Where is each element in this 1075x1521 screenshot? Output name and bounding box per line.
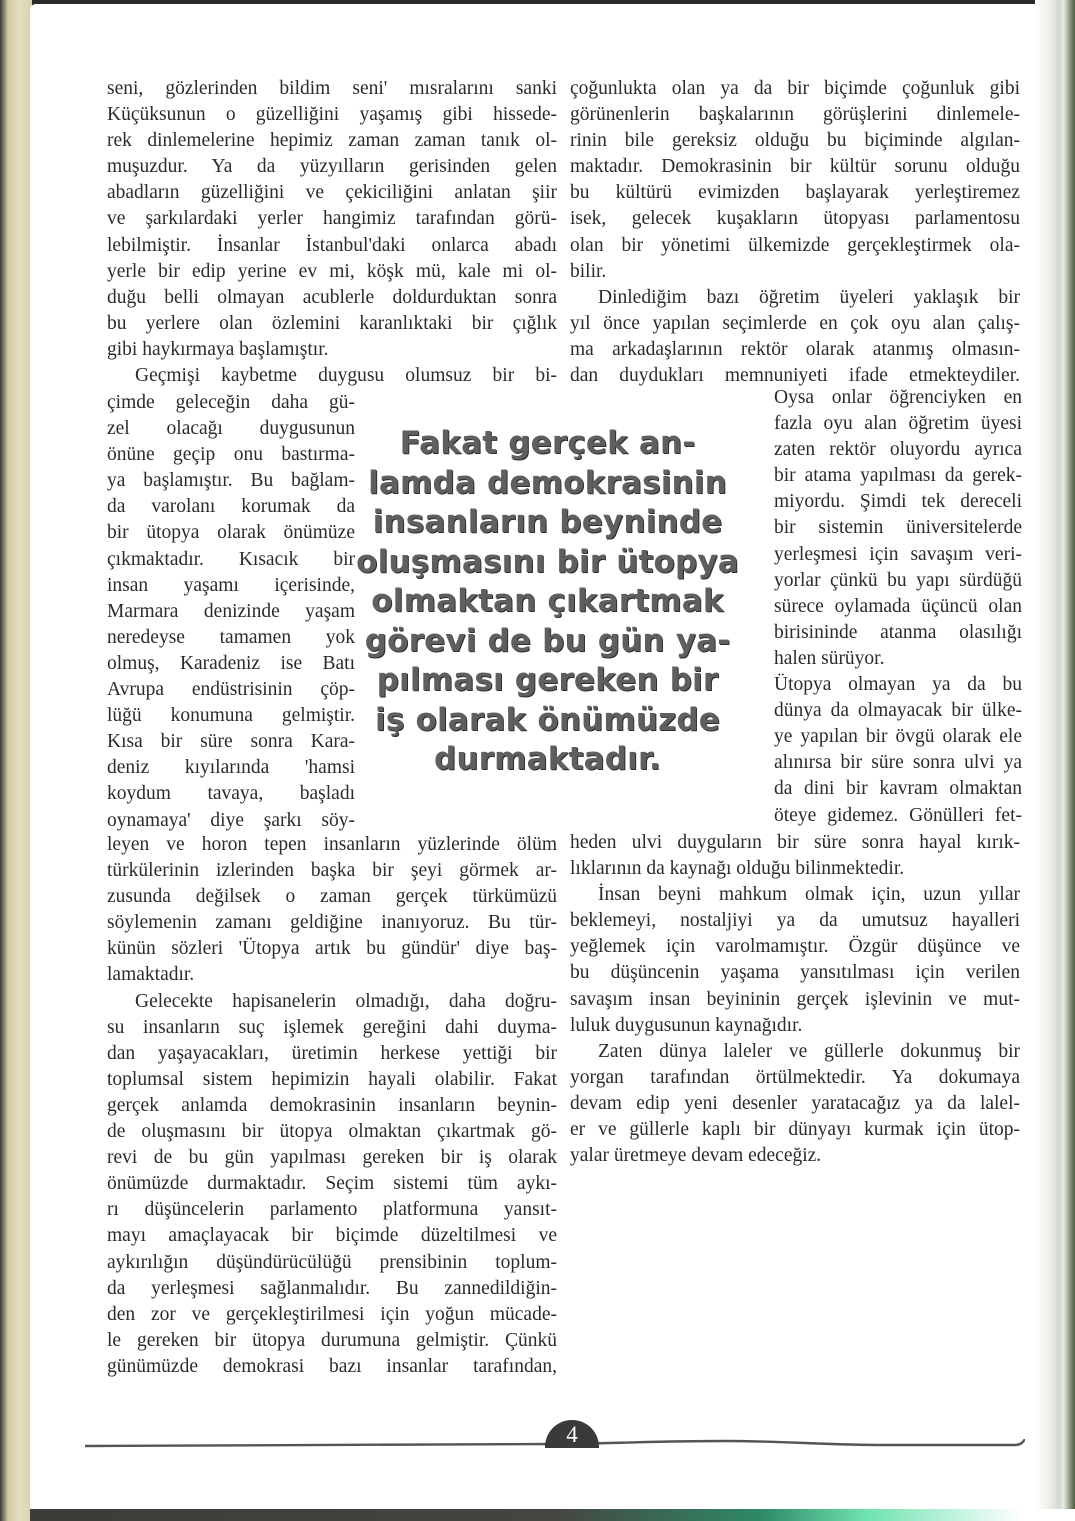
text-line: söylemenin zamanı geldiğine inanıyoruz. Bu tür- <box>107 912 557 934</box>
text-line: yorgan tarafından örtülmektedir. Ya dokumaya <box>570 1066 1020 1088</box>
text-line: er ve güllerle kaplı bir dünyayı kurmak için ütop- <box>570 1119 1020 1141</box>
text-line: bu düşüncenin yaşama yansıtılması için verilen <box>570 962 1020 984</box>
text-line: sürece oylamada üçüncü olan <box>774 595 1022 617</box>
text-line: le gereken bir ütopya durumuna gelmiştir. Çünkü <box>107 1329 557 1351</box>
text-line: de oluşmasını bir ütopya olmaktan çıkartmak gö- <box>107 1121 557 1143</box>
text-line: duğu belli olmayan acublerle doldurduktan sonra <box>107 286 557 308</box>
text-line: koydum tavaya, başladı <box>107 783 355 805</box>
text-line: den zor ve gerçekleştirilmesi için yoğun mücade- <box>107 1303 557 1325</box>
text-line: ma arkadaşlarının rektör olarak atanmış olmasın- <box>570 338 1020 360</box>
text-line: Dinlediğim bazı öğretim üyeleri yaklaşık bir <box>598 286 1020 308</box>
pull-quote-line: lamda demokrasinin <box>368 464 727 501</box>
text-line: olmuş, Karadeniz ise Batı <box>107 652 355 674</box>
text-line: gerçek anlamda demokrasinin insanların beynin- <box>107 1094 557 1116</box>
text-line: halen sürüyor. <box>774 647 885 669</box>
pull-quote-line: Fakat gerçek an- <box>399 425 696 461</box>
pull-quote-line: olmaktan çıkartmak <box>371 583 724 619</box>
text-line: aykırılığın düşündürücülüğü prensibinin toplum- <box>107 1251 557 1273</box>
text-line: ve şarkılardaki yerler hangimiz tarafından görü- <box>107 208 557 230</box>
text-line: türkülerinin izlerinden başka bir şeyi görmek ar- <box>107 860 557 882</box>
text-line: Geçmişi kaybetme duygusu olumsuz bir bi- <box>135 365 557 387</box>
column-2-bottom <box>570 830 1020 1169</box>
column-1-wrap <box>107 390 355 834</box>
text-line: Ütopya olmayan ya da bu <box>774 674 1022 696</box>
text-line: yıl önce yapılan seçimlerde en çok oyu alan çalış- <box>570 312 1020 334</box>
text-line: çoğunlukta olan ya da bir biçimde çoğunluk gibi <box>570 78 1020 99</box>
text-line: Avrupa endüstrisinin çöp- <box>107 679 355 701</box>
text-line: oynamaya' diye şarkı söy- <box>107 809 355 831</box>
text-line: lüğü konumuna gelmiştir. <box>107 705 355 727</box>
text-line: bir atama yapılması da gerek- <box>774 465 1022 487</box>
text-line: yerle bir edip yerine ev mi, köşk mü, kale mi ol- <box>107 260 557 282</box>
text-line: ye yapılan bir övgü olarak ele <box>774 726 1022 748</box>
text-line: görünenlerin başkalarının görüşlerini dinlemele- <box>570 104 1020 126</box>
text-line: künün sözleri 'Ütopya artık bu gündür' diye baş- <box>107 938 557 960</box>
column-2-top <box>570 76 1020 389</box>
text-line: Oysa onlar öğrenciyken en <box>774 387 1022 408</box>
pull-quote-line: insanların beyninde <box>372 504 723 540</box>
text-line: muşuzdur. Ya da yüzyılların gerisinden gelen <box>107 156 557 178</box>
text-line: revi de bu gün yapılması gereken bir iş olarak <box>107 1147 557 1169</box>
column-1-bottom <box>107 832 557 1380</box>
text-line: önümüzde durmaktadır. Seçim sistemi tüm aykı- <box>107 1173 557 1195</box>
text-line: insan yaşamı içerisinde, <box>107 574 355 596</box>
text-line: Marmara denizinde yaşam <box>107 600 355 622</box>
text-line: bu yerlere olan özlemini karanlıktaki bir çığlık <box>107 312 557 334</box>
text-line: günümüzde demokrasi bazı insanlar tarafından, <box>107 1355 557 1377</box>
text-line: olan bir yönetimi ülkemizde gerçekleştirmek ola- <box>570 234 1020 256</box>
text-line: dünya da olmayacak bir ülke- <box>774 700 1022 722</box>
text-line: zaten rektör oluyordu ayrıca <box>774 439 1022 461</box>
text-line: rı düşüncelerin parlamento platformuna yansıt- <box>107 1199 557 1221</box>
text-line: bir sistemin üniversitelerde <box>774 517 1022 539</box>
text-line: seni, gözlerinden bildim seni' mısralarını sanki <box>107 78 557 99</box>
text-line: miyordu. Şimdi tek dereceli <box>774 491 1022 513</box>
text-line: lebilmiştir. İnsanlar İstanbul'daki onlarca abadı <box>107 234 557 256</box>
text-line: luluk duygusunun kaynağıdır. <box>570 1014 803 1036</box>
text-line: abadların güzelliğini ve çekiciliğini anlatan şiir <box>107 182 557 204</box>
pull-quote-line: durmaktadır. <box>434 741 661 777</box>
text-line: da yerleşmesi sağlanmalıdır. Bu zannedildiğin- <box>107 1277 557 1299</box>
text-line: toplumsal sistem hepimizin hayali olabilir. Fakat <box>107 1068 557 1090</box>
text-line: leyen ve horon tepen insanların yüzlerinde ölüm <box>107 834 557 855</box>
text-line: lıklarının da kaynağı olduğu bilinmektedir. <box>570 858 905 880</box>
text-line: yalar üretmeye devam edeceğiz. <box>570 1145 822 1167</box>
text-line: yorlar çünkü bu yapı sürdüğü <box>774 569 1022 591</box>
book-bottom-edge <box>30 1509 1075 1521</box>
text-line: Zaten dünya laleler ve güllerle dokunmuş bir <box>598 1040 1020 1062</box>
text-line: mayı amaçlayacak bir biçimde düzeltilmesi ve <box>107 1225 557 1247</box>
text-line: deniz kıyılarında 'hamsi <box>107 757 355 779</box>
pull-quote-line: iş olarak önümüzde <box>375 701 720 738</box>
text-line: çimde geleceğin daha gü- <box>107 392 355 413</box>
text-line: isek, gelecek kuşakların ütopyası parlamentosu <box>570 208 1020 230</box>
text-line: rinin bile gereksiz olduğu bu biçiminde algılan- <box>570 130 1020 152</box>
pull-quote-line: görevi de bu gün ya- <box>364 622 731 659</box>
text-line: da varolanı korumak da <box>107 496 355 518</box>
page-number: 4 <box>545 1420 599 1448</box>
text-line: da dini bir kavram olmaktan <box>774 778 1022 800</box>
pull-quote-line: pılması gereken bir <box>376 662 719 698</box>
text-line: yeğlemek için varolmamıştır. Özgür düşünce ve <box>570 936 1020 958</box>
column-1-top <box>107 76 557 389</box>
text-line: alınırsa bir süre sonra ulvi ya <box>774 752 1022 774</box>
text-line: ya başlamıştır. Bu bağlam- <box>107 470 355 492</box>
text-line: maktadır. Demokrasinin bir kültür sorunu olduğu <box>570 156 1020 178</box>
pull-quote-line: oluşmasını bir ütopya <box>356 543 739 580</box>
text-line: Gelecekte hapisanelerin olmadığı, daha doğru- <box>135 990 557 1012</box>
text-line: birisininde atanma olasılığı <box>774 621 1022 643</box>
book-page-stack-left <box>0 0 32 1521</box>
text-line: Kısa bir süre sonra Kara- <box>107 731 355 753</box>
pull-quote <box>355 424 740 780</box>
text-line: yerleşmesi için savaşım veri- <box>774 543 1022 565</box>
text-line: bir ütopya olarak önümüze <box>107 522 355 544</box>
text-line: bilir. <box>570 260 607 282</box>
text-line: lamaktadır. <box>107 964 195 986</box>
text-line: çıkmaktadır. Kısacık bir <box>107 548 355 570</box>
text-line: gibi haykırmaya başlamıştır. <box>107 338 329 360</box>
text-line: öteye gidemez. Gönülleri fet- <box>774 804 1022 826</box>
text-line: devam edip yeni desenler yaratacağız ya da lalel- <box>570 1092 1020 1114</box>
text-line: rek dinlemelerine hepimiz zaman zaman tanık ol- <box>107 130 557 152</box>
text-line: dan duydukları memnuniyeti ifade etmekteydiler. <box>570 365 1020 387</box>
text-line: İnsan beyni mahkum olmak için, uzun yıllar <box>598 884 1020 906</box>
text-line: bu kültürü evimizden başlayarak yerleştiremez <box>570 182 1020 204</box>
text-line: heden ulvi duyguların bir süre sonra hayal kırık- <box>570 832 1020 853</box>
text-line: savaşım insan beyininin gerçek işlevinin ve mut- <box>570 988 1020 1010</box>
text-line: fazla oyu alan öğretim üyesi <box>774 413 1022 435</box>
text-line: zel olacağı duygusunun <box>107 418 355 440</box>
text-line: dan yaşayacakları, üretimin herkese yettiği bir <box>107 1042 557 1064</box>
text-line: su insanların suç işlemek gereğini dahi duyma- <box>107 1016 557 1038</box>
text-line: neredeyse tamamen yok <box>107 626 355 648</box>
book-spine-right <box>1035 0 1075 1521</box>
text-line: beklemeyi, nostaljiyi ya da umutsuz hayalleri <box>570 910 1020 932</box>
text-line: önüne geçip onu bastırma- <box>107 444 355 466</box>
text-line: Küçüksunun o güzelliğini yaşamış gibi hissede- <box>107 104 557 126</box>
column-2-wrap <box>774 385 1022 829</box>
text-line: zusunda değilsek o zaman gerçek türkümüzü <box>107 886 557 908</box>
